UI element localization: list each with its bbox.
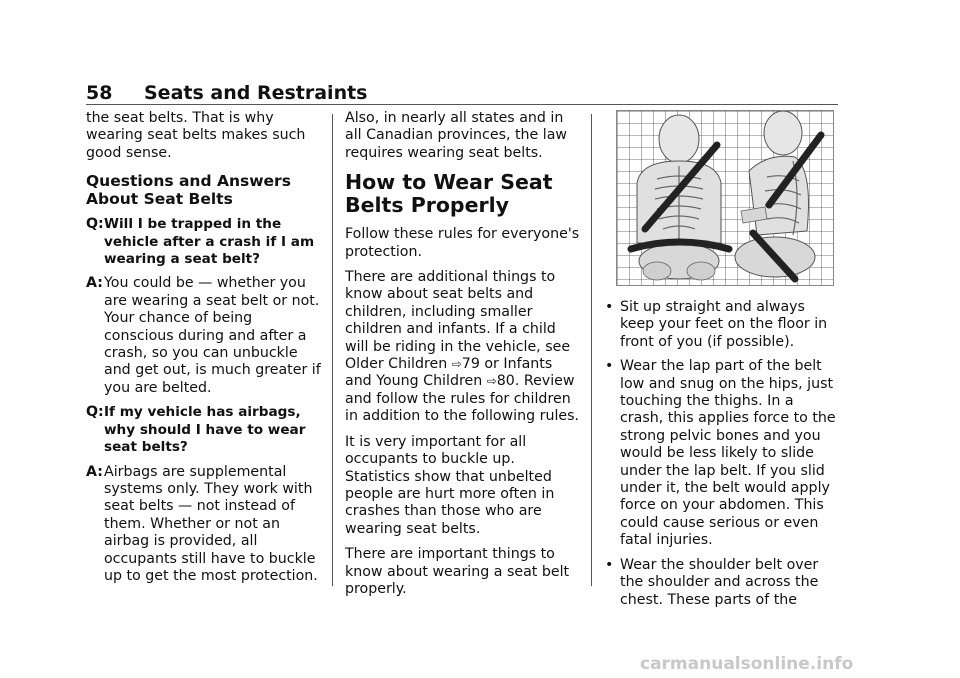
qa-question — [86, 216, 322, 268]
intro-paragraph: Also, in nearly all states and in all Canadian provinces, the law requires wearing seat belts. — [345, 110, 568, 161]
section-heading: How to Wear Seat Belts Properly — [345, 170, 553, 218]
qa-text: You could be — whether you are wearing a seat belt or not. Your chance of being conscious during and after a crash, so you can unbuckle and get out, is much greater if you are belted. — [104, 275, 321, 396]
column-divider — [591, 114, 592, 586]
paragraph: Follow these rules for everyone's protection. — [345, 226, 580, 260]
qa-label: Q: — [86, 404, 104, 421]
qa-text: Will I be trapped in the vehicle after a crash if I am wearing a seat belt? — [104, 216, 315, 268]
list-item: • Sit up straight and always keep your feet on the floor in front of you (if possible). — [604, 299, 840, 351]
intro-paragraph: the seat belts. That is why wearing seat belts makes such good sense. — [86, 110, 306, 161]
paragraph: There are important things to know about wearing a seat belt properly. — [345, 546, 570, 597]
list-item: • Wear the lap part of the belt low and snug on the hips, just touching the thighs. In a crash, this applies force to the strong pelvic bones and you would be less likely to slide under the lap belt. If you slid under it, the belt would apply force on your abdomen. This could cause serious or even fatal injuries. — [604, 358, 840, 549]
qa-label: Q: — [86, 216, 104, 233]
paragraph-text: . Review and follow the rules for children in addition to the following rules. — [345, 373, 580, 425]
paragraph: It is very important for all occupants to buckle up. Statistics show that unbelted people are hurt more often in crashes than those who are wearing seat belts. — [345, 433, 555, 537]
page-header — [86, 82, 368, 104]
paragraph-children — [345, 269, 581, 426]
section-title: Seats and Restraints — [144, 82, 368, 104]
column-middle — [345, 110, 581, 606]
paragraph-text: or Infants and Young Children — [345, 356, 553, 390]
qa-question — [86, 404, 322, 456]
page-ref-arrow-icon: ⇨ — [486, 374, 497, 389]
qa-label: A: — [86, 275, 103, 292]
column-right — [604, 110, 840, 616]
page-number: 58 — [86, 82, 113, 104]
list-item: • Wear the shoulder belt over the shoulder and across the chest. These parts of the — [604, 557, 840, 609]
column-left — [86, 110, 322, 592]
rules-list — [604, 299, 840, 609]
header-rule — [86, 104, 838, 105]
qa-text: Airbags are supplemental systems only. They work with seat belts — not instead of them. Whether or not an airbag is provided, all occupants still have to buckle up to get the most protection. — [104, 463, 318, 584]
link-older-children[interactable]: 79 — [461, 356, 480, 373]
page-ref-arrow-icon: ⇨ — [451, 357, 462, 372]
watermark: carmanualsonline.info — [640, 654, 854, 674]
qa-text: If my vehicle has airbags, why should I have to wear seat belts? — [104, 404, 306, 456]
seat-belt-skeleton-illustration — [616, 110, 834, 286]
paragraph-text: There are additional things to know about seat belts and children, including smaller children and infants. If a child will be riding in the vehicle, see Older Children — [345, 269, 571, 373]
qa-answer — [86, 464, 322, 586]
link-infants-young-children[interactable]: 80 — [496, 373, 515, 390]
column-divider — [332, 114, 333, 586]
qa-label: A: — [86, 463, 103, 480]
qa-answer — [86, 275, 322, 397]
qa-heading: Questions and Answers About Seat Belts — [86, 172, 291, 209]
